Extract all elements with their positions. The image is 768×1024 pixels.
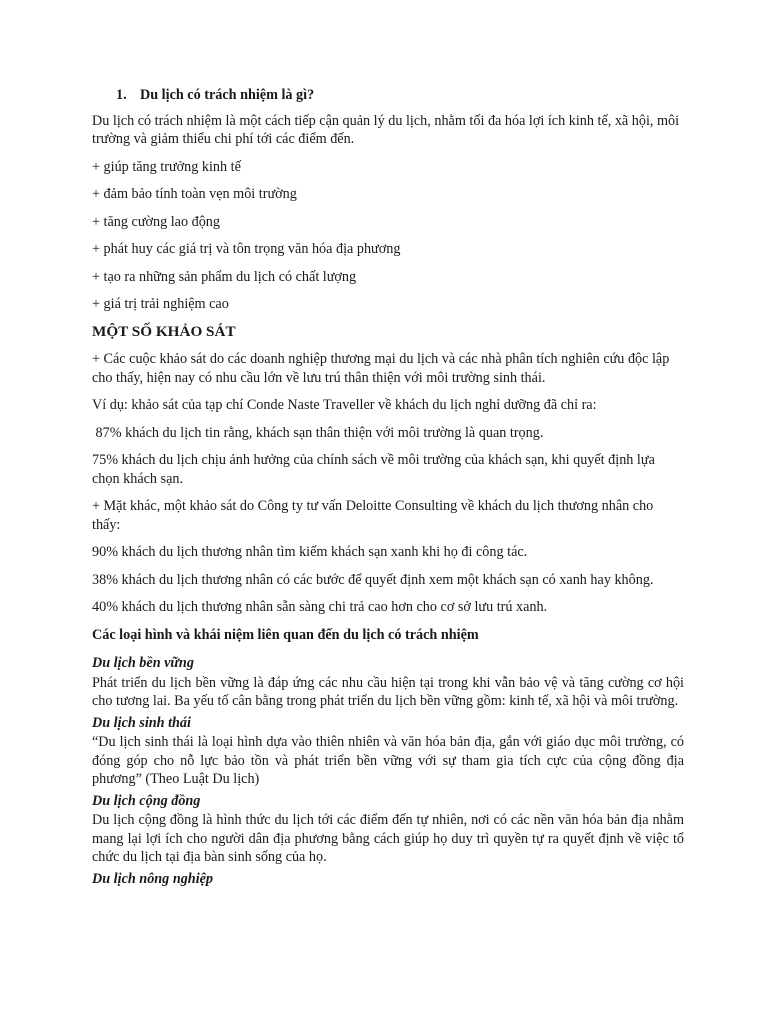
concept-body: Phát triển du lịch bền vững là đáp ứng các nhu cầu hiện tại trong khi vẫn bảo vệ và tăng cường cơ hội cho tương lai. Ba yếu tố cân bằng trong phát triển du lịch bền vững gồm: kinh tế, xã hội và môi trường. [92,674,684,709]
survey-paragraph: 38% khách du lịch thương nhân có các bước để quyết định xem một khách sạn có xanh hay không. [92,571,654,588]
survey-paragraph: Ví dụ: khảo sát của tạp chí Conde Naste Traveller về khách du lịch nghỉ dưỡng đã chỉ ra: [92,397,597,413]
survey-paragraph: + Mặt khác, một khảo sát do Công ty tư vấn Deloitte Consulting về khách du lịch thương nhân cho thấy: [92,498,654,533]
concept-title: Du lịch bền vững [92,655,194,671]
bullet-item: + phát huy các giá trị và tôn trọng văn hóa địa phương [92,241,401,257]
concepts-heading: Các loại hình và khái niệm liên quan đến du lịch có trách nhiệm [92,626,479,643]
survey-paragraph: 75% khách du lịch chịu ảnh hưởng của chính sách về môi trường của khách sạn, khi quyết định lựa chọn khách sạn. [92,452,655,487]
heading-text: Du lịch có trách nhiệm là gì? [140,87,315,103]
concept-body: “Du lịch sinh thái là loại hình dựa vào thiên nhiên và văn hóa bản địa, gắn với giáo dục môi trường, có đóng góp cho nỗ lực bảo tồn và phát triển bền vững với sự tham gia tích cực của cộng đồng địa phương” (Theo Luật Du lịch) [92,734,684,787]
survey-paragraph: 90% khách du lịch thương nhân tìm kiếm khách sạn xanh khi họ đi công tác. [92,544,528,560]
bullet-item: + tạo ra những sản phẩm du lịch có chất lượng [92,268,357,285]
survey-heading: MỘT SỐ KHẢO SÁT [92,322,236,340]
section-heading-1 [116,86,684,105]
intro-paragraph: Du lịch có trách nhiệm là một cách tiếp cận quản lý du lịch, nhằm tối đa hóa lợi ích kinh tế, xã hội, môi trường và giảm thiểu chi phí tới các điểm đến. [92,112,680,147]
concept-title: Du lịch nông nghiệp [92,870,214,887]
bullet-item: + giá trị trải nghiệm cao [92,296,229,312]
survey-paragraph: + Các cuộc khảo sát do các doanh nghiệp thương mại du lịch và các nhà phân tích nghiên cứu độc lập cho thấy, hiện nay có nhu cầu lớn về lưu trú thân thiện với môi trường sinh thái. [92,351,670,386]
bullet-item: + đảm bảo tính toàn vẹn môi trường [92,186,297,202]
heading-number: 1. [116,87,127,103]
bullet-item: + tăng cường lao động [92,213,220,230]
survey-paragraph: 40% khách du lịch thương nhân sẵn sàng chi trả cao hơn cho cơ sở lưu trú xanh. [92,599,548,615]
document-page [92,86,684,889]
concept-body: Du lịch cộng đồng là hình thức du lịch tới các điểm đến tự nhiên, nơi có các nền văn hóa bản địa nhằm mang lại lợi ích cho người dân địa phương bằng cách giúp họ duy trì quyền tự ra quyết định về việc tổ chức du lịch tại địa bàn sinh sống của họ. [92,812,684,865]
bullet-item: + giúp tăng trưởng kinh tế [92,158,241,175]
concept-title: Du lịch cộng đồng [92,792,201,809]
survey-paragraph: 87% khách du lịch tin rằng, khách sạn thân thiện với môi trường là quan trọng. [92,424,544,441]
concept-title: Du lịch sinh thái [92,714,191,731]
